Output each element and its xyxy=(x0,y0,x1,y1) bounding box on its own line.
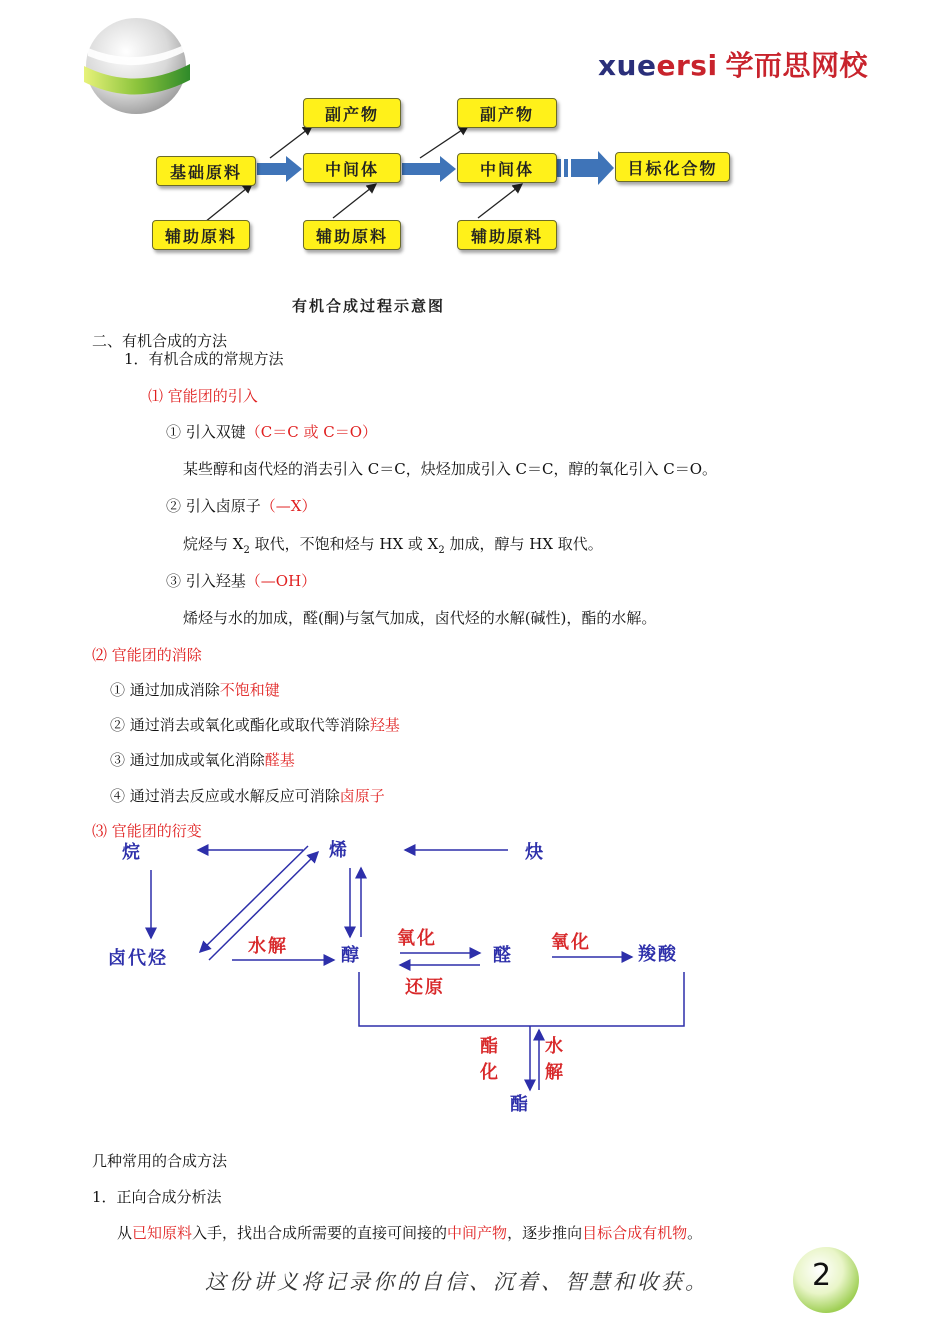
flow-aux-1: 辅助原料 xyxy=(152,220,250,250)
flow-byproduct-2: 副产物 xyxy=(457,98,557,128)
intro-halogen-desc: 烷烃与 $X_2$ 取代，不饱和烃与 HX 或 $X_2$ 加成，醇与 HX 取代。 xyxy=(183,535,603,556)
point-2-title: ⑵ 官能团的消除 xyxy=(92,646,202,664)
flow-base-material: 基础原料 xyxy=(156,156,256,186)
method-1-title: 1．正向合成分析法 xyxy=(92,1188,222,1206)
brand-name: xueersi 学而思网校 xyxy=(598,49,869,82)
intro-halogen: ② 引入卤原子（—X） xyxy=(166,497,317,515)
label-hydro-1: 水 xyxy=(545,1036,565,1057)
flow-aux-2: 辅助原料 xyxy=(303,220,401,250)
flow-byproduct-1: 副产物 xyxy=(303,98,401,128)
node-acid: 羧酸 xyxy=(638,944,678,965)
page-number: 2 xyxy=(812,1258,832,1293)
section-title: 二、有机合成的方法 xyxy=(92,332,228,350)
intro-double-bond: ① 引入双键（C＝C 或 C＝O） xyxy=(166,423,378,441)
label-oxidation-2: 氧化 xyxy=(551,932,591,953)
node-alkene: 烯 xyxy=(329,840,349,861)
flow-intermediate-1: 中间体 xyxy=(303,153,401,183)
flow-target: 目标化合物 xyxy=(615,152,730,182)
label-esterify-1: 酯 xyxy=(480,1036,500,1057)
flow-intermediate-2: 中间体 xyxy=(457,153,557,183)
methods-title: 几种常用的合成方法 xyxy=(92,1152,228,1170)
elim-4: ④ 通过消去反应或水解反应可消除卤原子 xyxy=(110,787,385,805)
point-1-title: ⑴ 官能团的引入 xyxy=(148,387,258,405)
node-alkyne: 炔 xyxy=(525,842,545,863)
label-reduction: 还原 xyxy=(405,977,445,998)
elim-3: ③ 通过加成或氧化消除醛基 xyxy=(110,751,295,769)
label-hydro-2: 解 xyxy=(545,1062,565,1083)
elim-1: ① 通过加成消除不饱和键 xyxy=(110,681,280,699)
intro-double-bond-desc: 某些醇和卤代烃的消去引入 C＝C，炔烃加成引入 C＝C，醇的氧化引入 C＝O。 xyxy=(183,460,717,478)
subsection-title: 1．有机合成的常规方法 xyxy=(124,350,284,368)
node-alcohol: 醇 xyxy=(341,945,361,966)
node-ester: 酯 xyxy=(510,1094,530,1115)
method-1-desc: 从已知原料入手，找出合成所需要的直接可间接的中间产物，逐步推向目标合成有机物。 xyxy=(117,1224,703,1242)
label-oxidation-1: 氧化 xyxy=(397,928,437,949)
point-3-title: ⑶ 官能团的衍变 xyxy=(92,822,202,840)
intro-hydroxyl: ③ 引入羟基（—OH） xyxy=(166,572,317,590)
label-hydrolysis: 水解 xyxy=(248,936,288,957)
intro-hydroxyl-desc: 烯烃与水的加成，醛(酮)与氢气加成，卤代烃的水解(碱性)，酯的水解。 xyxy=(183,609,657,627)
node-alkane: 烷 xyxy=(122,842,142,863)
footer-motto: 这份讲义将记录你的自信、沉着、智慧和收获。 xyxy=(205,1270,709,1294)
elim-2: ② 通过消去或氧化或酯化或取代等消除羟基 xyxy=(110,716,400,734)
label-esterify-2: 化 xyxy=(480,1062,500,1083)
node-haloalkane: 卤代烃 xyxy=(108,948,168,969)
node-aldehyde: 醛 xyxy=(493,945,513,966)
flowchart-caption: 有机合成过程示意图 xyxy=(292,297,446,315)
flow-aux-3: 辅助原料 xyxy=(457,220,557,250)
